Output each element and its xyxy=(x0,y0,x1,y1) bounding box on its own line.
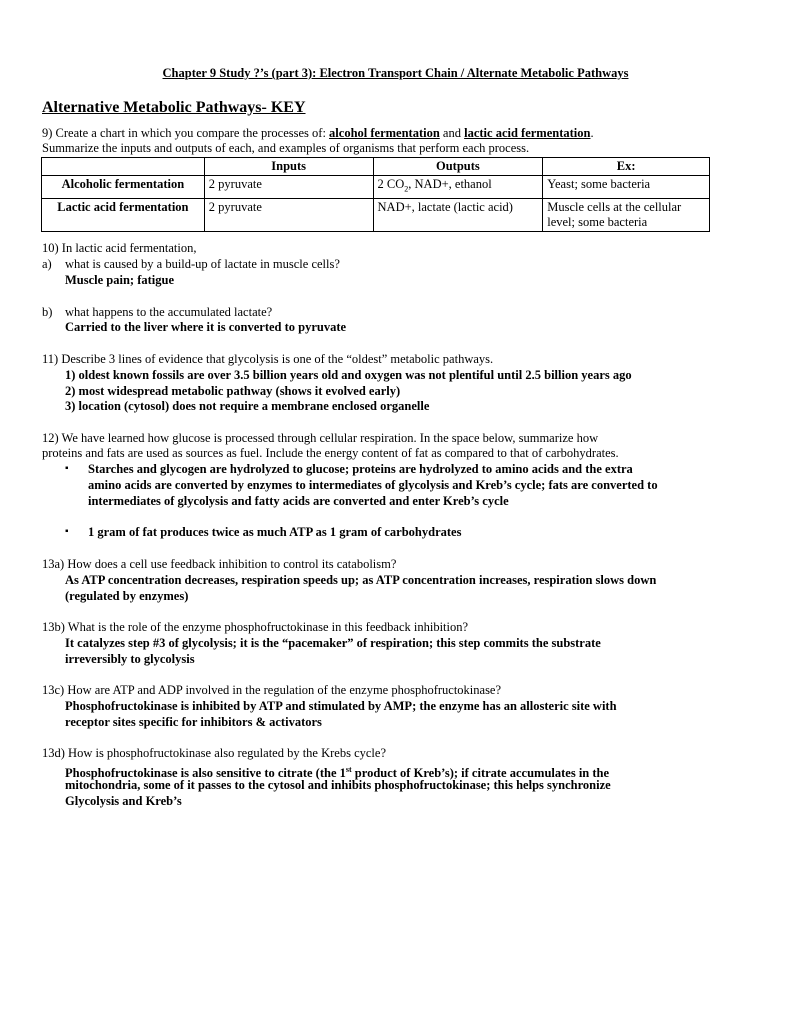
q13d-question: 13d) How is phosphofructokinase also regulated by the Krebs cycle? xyxy=(42,746,387,760)
q11-question: 11) Describe 3 lines of evidence that glycolysis is one of the “oldest” metabolic pathways. xyxy=(42,352,494,366)
table-header-row xyxy=(42,158,710,176)
q13d-answer: Phosphofructokinase is also sensitive to citrate (the 1st product of Kreb’s); if citrate accumulates in the xyxy=(65,765,610,781)
q12-bullet2: 1 gram of fat produces twice as much ATP as 1 gram of carbohydrates xyxy=(88,525,462,539)
chapter-title: Chapter 9 Study ?’s (part 3): Electron Transport Chain / Alternate Metabolic Pathways xyxy=(162,66,629,80)
table-header-cell: Inputs xyxy=(204,158,373,176)
q11-answer: 3) location (cytosol) does not require a membrane enclosed organelle xyxy=(65,399,430,413)
q13d-answer: mitochondria, some of it passes to the cytosol and inhibits phosphofructokinase; this helps synchronize xyxy=(65,778,611,792)
q13c-answer: Phosphofructokinase is inhibited by ATP and stimulated by AMP; the enzyme has an allosteric site with xyxy=(65,699,617,713)
outputs-cell: 2 $CO_2$, NAD+, ethanol xyxy=(373,176,543,199)
q9-term-lactic: lactic acid fermentation xyxy=(464,126,591,140)
q13b-answer: It catalyzes step #3 of glycolysis; it is the “pacemaker” of respiration; this step commits the substrate xyxy=(65,636,601,650)
table-header-cell xyxy=(42,158,205,176)
q13c-question: 13c) How are ATP and ADP involved in the regulation of the enzyme phosphofructokinase? xyxy=(42,683,502,697)
q12-bullet1-line: intermediates of glycolysis and fatty acids are converted and enter Kreb’s cycle xyxy=(88,494,509,508)
q10b-question: what happens to the accumulated lactate? xyxy=(65,305,273,319)
q12-question-line2: proteins and fats are used as sources as fuel. Include the energy content of fat as compared to that of carbohydrates. xyxy=(42,446,619,460)
q13a-answer: As ATP concentration decreases, respiration speeds up; as ATP concentration increases, respiration slows down xyxy=(65,573,657,587)
q10a-question: what is caused by a build-up of lactate in muscle cells? xyxy=(65,257,340,271)
q13c-answer: receptor sites specific for inhibitors & activators xyxy=(65,715,322,729)
q9-term-alcohol: alcohol fermentation xyxy=(329,126,440,140)
q12-bullet1-line: amino acids are converted by enzymes to intermediates of glycolysis and Kreb’s cycle; fats are converted to xyxy=(88,478,658,492)
q13a-question: 13a) How does a cell use feedback inhibition to control its catabolism? xyxy=(42,557,397,571)
q13a-answer: (regulated by enzymes) xyxy=(65,589,189,603)
q11-answer: 1) oldest known fossils are over 3.5 billion years old and oxygen was not plentiful until 2.5 billion years ago xyxy=(65,368,632,382)
table-row xyxy=(42,198,710,231)
q13b-answer: irreversibly to glycolysis xyxy=(65,652,195,666)
key-title: Alternative Metabolic Pathways- KEY xyxy=(42,99,306,116)
q12-bullet1-line: Starches and glycogen are hydrolyzed to glucose; proteins are hydrolyzed to amino acids and the extra xyxy=(88,462,633,476)
q9-prompt-line2: Summarize the inputs and outputs of each, and examples of organisms that perform each process. xyxy=(42,141,530,155)
example-cell: Yeast; some bacteria xyxy=(543,176,710,199)
comparison-table xyxy=(41,157,710,232)
q10a-label: a) xyxy=(42,257,52,271)
q9-prompt: 9) Create a chart in which you compare the processes of: alcohol fermentation and lactic acid fermentation. xyxy=(42,126,594,140)
example-cell: Muscle cells at the cellular level; some bacteria xyxy=(543,198,710,231)
table-row xyxy=(42,176,710,199)
q12-question: 12) We have learned how glucose is processed through cellular respiration. In the space below, summarize how xyxy=(42,431,599,445)
q10a-answer: Muscle pain; fatigue xyxy=(65,273,175,287)
q10b-answer: Carried to the liver where it is converted to pyruvate xyxy=(65,320,347,334)
q11-answer: 2) most widespread metabolic pathway (shows it evolved early) xyxy=(65,384,401,398)
outputs-cell: NAD+, lactate (lactic acid) xyxy=(373,198,543,231)
process-cell: Lactic acid fermentation xyxy=(42,198,205,231)
table-header-cell: Outputs xyxy=(373,158,543,176)
inputs-cell: 2 pyruvate xyxy=(204,198,373,231)
process-cell: Alcoholic fermentation xyxy=(42,176,205,199)
q13b-question: 13b) What is the role of the enzyme phosphofructokinase in this feedback inhibition? xyxy=(42,620,469,634)
bullet-icon: ▪ xyxy=(65,526,69,537)
q10b-label: b) xyxy=(42,305,53,319)
table-header-cell: Ex: xyxy=(543,158,710,176)
inputs-cell: 2 pyruvate xyxy=(204,176,373,199)
q10-intro: 10) In lactic acid fermentation, xyxy=(42,241,197,255)
bullet-icon: ▪ xyxy=(65,463,69,474)
q13d-answer: Glycolysis and Kreb’s xyxy=(65,794,182,808)
